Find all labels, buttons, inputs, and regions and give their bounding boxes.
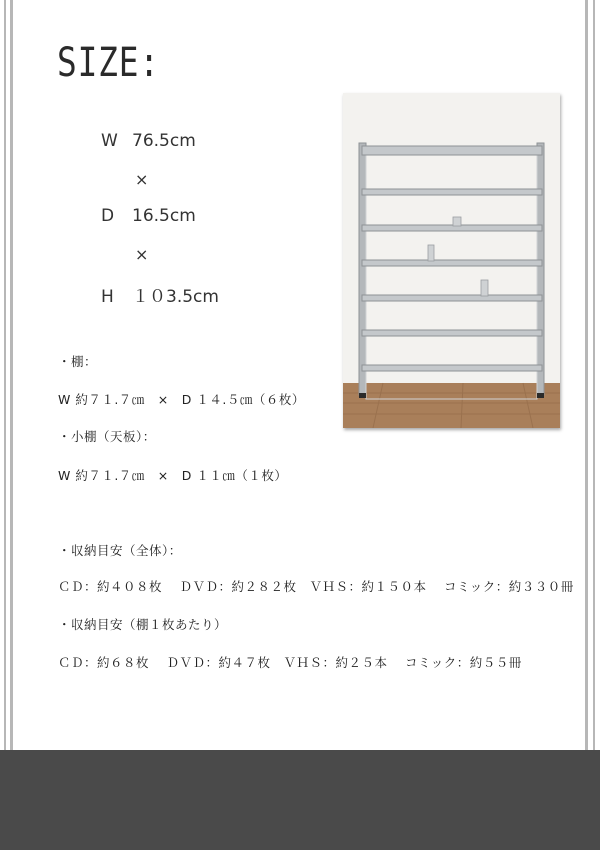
capacity-per-shelf-spec: ＣＤ：約６８枚 ＤＶＤ：約４７枚 ＶＨＳ：約２５本 コミック：約５５冊 <box>58 655 522 670</box>
height-dimension <box>101 282 219 307</box>
frame-line-right-inner <box>585 0 588 750</box>
shelving-rack-illustration <box>343 93 560 428</box>
depth-value: 16.5cm <box>132 206 196 226</box>
height-value: １０3.5cm <box>132 287 219 307</box>
small-shelf-label: ・小棚（天板）： <box>58 429 156 444</box>
times-symbol-2: × <box>135 245 149 264</box>
frame-line-left-outer <box>4 0 6 750</box>
width-letter: W <box>101 131 118 151</box>
depth-letter: D <box>101 206 115 226</box>
size-heading: SIZE: <box>57 40 160 86</box>
width-dimension <box>101 131 196 151</box>
product-photo <box>343 93 560 428</box>
frame-line-left-inner <box>10 0 13 750</box>
capacity-total-label: ・収納目安（全体）： <box>58 543 182 558</box>
frame-line-right-outer <box>593 0 595 750</box>
shelf-label: ・棚： <box>58 354 98 369</box>
height-letter: H <box>101 287 114 307</box>
width-value: 76.5cm <box>132 131 196 151</box>
depth-dimension <box>101 206 196 226</box>
capacity-total-spec: ＣＤ：約４０８枚 ＤＶＤ：約２８２枚 ＶＨＳ：約１５０本 コミック：約３３０冊 <box>58 579 574 594</box>
small-shelf-spec: W 約７１.７㎝ × D １１㎝（１枚） <box>58 468 288 483</box>
capacity-per-shelf-label: ・収納目安（棚１枚あたり） <box>58 617 228 632</box>
shelf-spec: W 約７１.７㎝ × D １４.５㎝（６枚） <box>58 392 305 407</box>
times-symbol-1: × <box>135 170 149 189</box>
